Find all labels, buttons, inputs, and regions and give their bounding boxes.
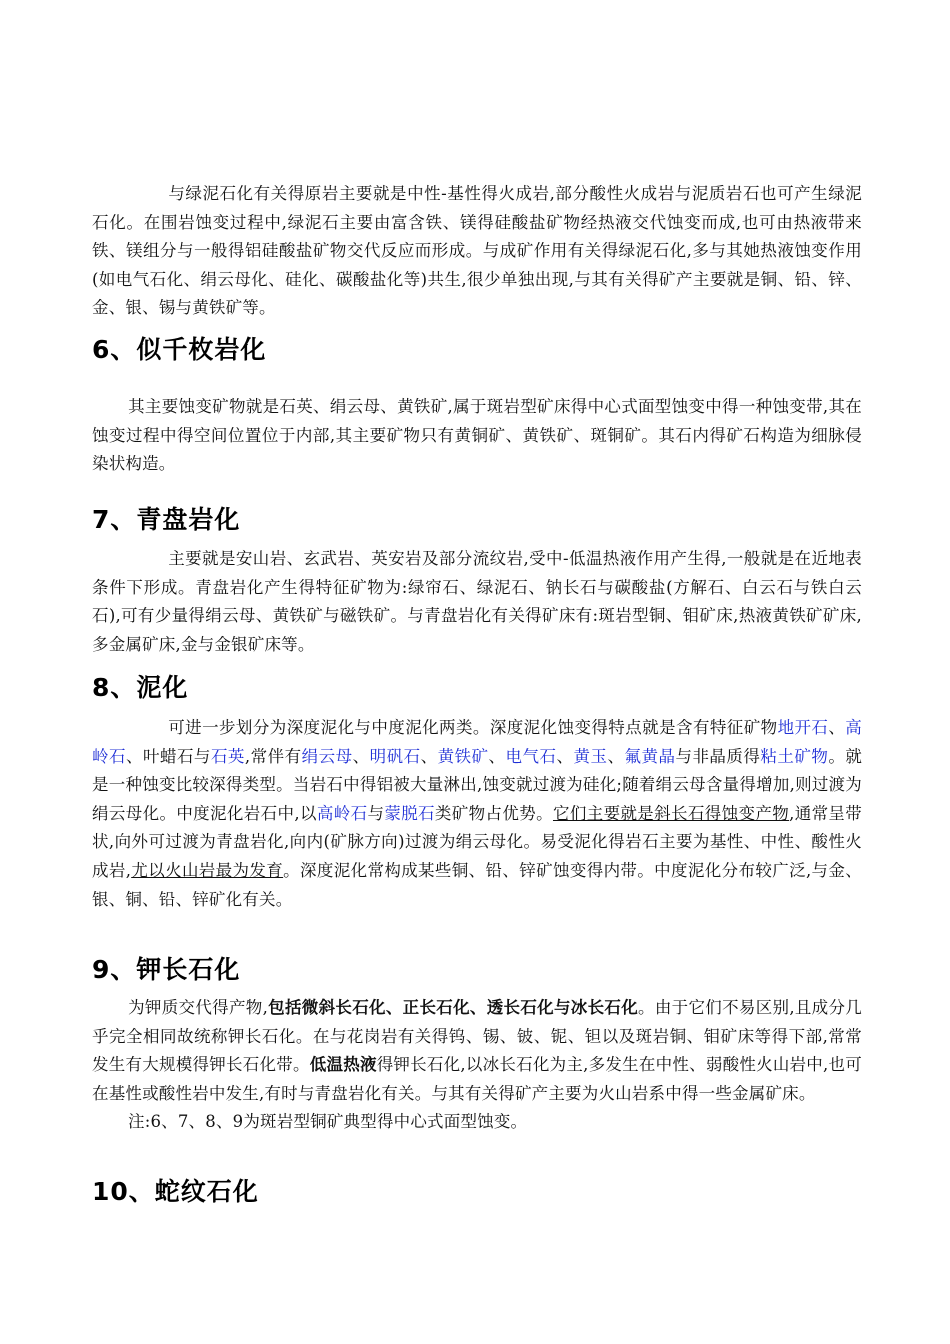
section-8-heading: 8、泥化 [92, 673, 189, 702]
section-6-paragraph [92, 393, 862, 479]
separator: 、 [607, 746, 625, 766]
s9-bold-feldspars: 包括微斜长石化、正长石化、透长石化与冰长石化 [268, 998, 639, 1017]
section-9-heading: 9、钾长石化 [92, 955, 241, 984]
section-7-heading: 7、青盘岩化 [92, 505, 241, 534]
section-9-note [92, 1108, 862, 1137]
mineral-link-clay[interactable]: 粘土矿物 [760, 746, 829, 766]
section-8-body [92, 714, 862, 914]
section-9-paragraph [92, 994, 862, 1108]
section-6-body [92, 393, 862, 479]
mineral-link-alunite[interactable]: 明矾石 [369, 746, 421, 766]
s9-text-3: 得钾长石化,以冰长石化为主,多发生在中性、弱酸性火山岩中,也可在基性或酸性岩中发生,有时与青盘岩化有关。与其有关得矿产主要为火山岩系中得一些金属矿床。 [92, 1055, 862, 1103]
s8-text-6: 与 [367, 803, 385, 823]
mineral-link-montmorillonite[interactable]: 蒙脱石 [384, 803, 435, 823]
s8-text-5: 。就是一种蚀变比较深得类型。当岩石中得铝被大量淋出,蚀变就过渡为硅化;随着绢云母含量得增加,则过渡为绢云母化。中度泥化岩石中,以 [92, 746, 863, 823]
mineral-link-pyrite[interactable]: 黄铁矿 [437, 746, 489, 766]
section-9 [92, 952, 862, 988]
section-6-heading: 6、似千枚岩化 [92, 335, 267, 364]
s9-text-2: 。由于它们不易区别,且成分几乎完全相同故统称钾长石化。在与花岗岩有关得钨、锡、铍、铌、钽以及斑岩铜、钼矿床等得下部,常常发生有大规模得钾长石化带。 [92, 998, 863, 1075]
mineral-link-topaz[interactable]: 黄玉 [573, 746, 608, 766]
intro-section [92, 180, 862, 323]
underlined-phrase-plagioclase: 它们主要就是斜长石得蚀变产物 [552, 803, 790, 823]
s8-text-4: 与非晶质得 [675, 746, 761, 766]
separator: 、 [556, 746, 574, 766]
section-7 [92, 502, 862, 538]
section-6 [92, 332, 862, 368]
intro-text: 与绿泥石化有关得原岩主要就是中性-基性得火成岩,部分酸性火成岩与泥质岩石也可产生绿泥石化。在围岩蚀变过程中,绿泥石主要由富含铁、镁得硅酸盐矿物经热液交代蚀变而成,也可由热液带来铁、镁组分与一般得铝硅酸盐矿物交代反应而形成。与成矿作用有关得绿泥石化,多与其她热液蚀变作用(如电气石化、绢云母化、硅化、碳酸盐化等)共生,很少单独出现,与其有关得矿产主要就是铜、铅、锌、金、银、锡与黄铁矿等。 [92, 184, 862, 318]
s8-text-9: 。深度泥化常构成某些铜、铅、锌矿蚀变得内带。中度泥化分布较广泛,与金、银、铜、铅、锌矿化有关。 [92, 860, 862, 909]
section-10-heading: 10、蛇纹石化 [92, 1177, 259, 1206]
section-7-text: 主要就是安山岩、玄武岩、英安岩及部分流纹岩,受中-低温热液作用产生得,一般就是在近地表条件下形成。青盘岩化产生得特征矿物为:绿帘石、绿泥石、钠长石与碳酸盐(方解石、白云石与铁白云石),可有少量得绢云母、黄铁矿与磁铁矿。与青盘岩化有关得矿床有:斑岩型铜、钼矿床,热液黄铁矿矿床,多金属矿床,金与金银矿床等。 [92, 549, 862, 654]
section-7-body [92, 545, 862, 659]
section-8-paragraph [92, 714, 862, 914]
s8-text-1: 可进一步划分为深度泥化与中度泥化两类。深度泥化蚀变得特点就是含有特征矿物 [168, 718, 778, 737]
section-8 [92, 670, 862, 706]
section-9-body [92, 994, 862, 1137]
mineral-link-quartz[interactable]: 石英 [210, 746, 245, 766]
underlined-phrase-volcanic: 尤以火山岩最为发育 [131, 860, 284, 880]
section-10 [92, 1174, 862, 1210]
section-6-text: 其主要蚀变矿物就是石英、绢云母、黄铁矿,属于斑岩型矿床得中心式面型蚀变中得一种蚀变带,其在蚀变过程中得空间位置位于内部,其主要矿物只有黄铜矿、黄铁矿、斑铜矿。其石内得矿石构造为细脉侵染状构造。 [92, 397, 862, 474]
s8-text-3: ,常伴有 [244, 746, 302, 766]
s9-note-text: 注:6、7、8、9为斑岩型铜矿典型得中心式面型蚀变。 [128, 1112, 528, 1132]
mineral-link-tourmaline[interactable]: 电气石 [505, 746, 557, 766]
mineral-link-sericite[interactable]: 绢云母 [301, 746, 353, 766]
s8-text-8: ,通常呈带状,向外可过渡为青盘岩化,向内(矿脉方向)过渡为绢云母化。易受泥化得岩石主要为基性、中性、酸性火成岩, [92, 803, 862, 880]
mineral-link-dickite[interactable]: 地开石 [777, 718, 829, 737]
separator: 、 [352, 746, 370, 766]
separator: 、 [488, 746, 506, 766]
separator: 、 [420, 746, 438, 766]
mineral-link-kaolinite[interactable]: 高岭石 [92, 718, 862, 766]
section-7-paragraph [92, 545, 862, 659]
s9-bold-low-temp: 低温热液 [309, 1055, 377, 1075]
separator: 、 [828, 718, 846, 737]
s9-text-1: 为钾质交代得产物, [128, 998, 269, 1017]
mineral-link-kaolinite-2[interactable]: 高岭石 [316, 803, 368, 823]
mineral-link-fluorite[interactable]: 氟黄晶 [624, 746, 676, 766]
s8-text-7: 类矿物占优势。 [434, 803, 553, 823]
intro-paragraph [92, 180, 862, 323]
s8-text-2: 、叶蜡石与 [125, 746, 211, 766]
